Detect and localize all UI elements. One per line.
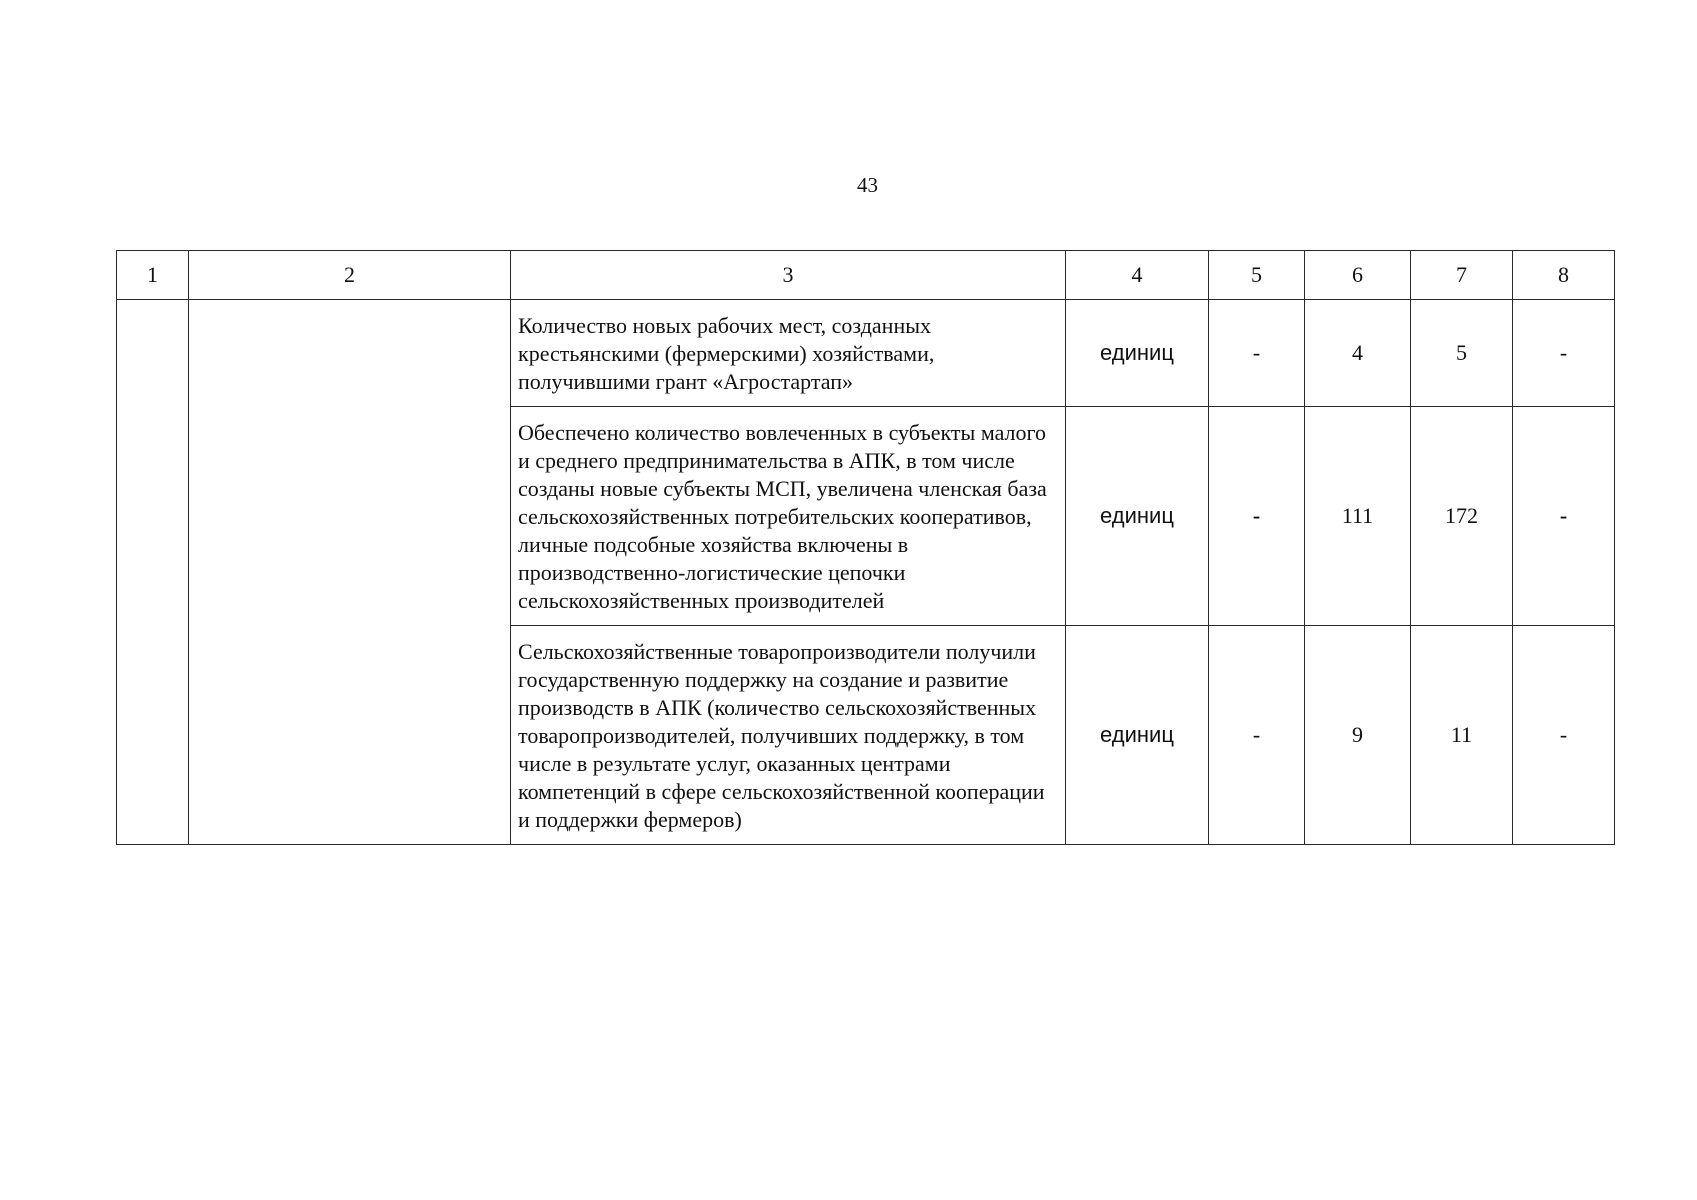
- value-cell-col6: 9: [1305, 626, 1411, 845]
- indicator-description: Сельскохозяйственные товаропроизводители получили государственную поддержку на создание и развитие производств в АПК (количество сельскохозяйственных товаропроизводителей, получивших поддержку, в том числе в результате услуг, оказанных центрами компетенций в сфере сельскохозяйственной кооперации и поддержки фермеров): [511, 626, 1066, 845]
- column-header-2: 2: [189, 251, 511, 300]
- value-cell-col7: 172: [1411, 407, 1513, 626]
- value-cell-col5: -: [1209, 407, 1305, 626]
- table-header-row: [117, 251, 1615, 300]
- column-header-8: 8: [1513, 251, 1615, 300]
- value-cell-col7: 5: [1411, 300, 1513, 407]
- indicator-description: Количество новых рабочих мест, созданных крестьянскими (фермерскими) хозяйствами, получившими грант «Агростартап»: [511, 300, 1066, 407]
- column-header-4: 4: [1066, 251, 1209, 300]
- column-header-6: 6: [1305, 251, 1411, 300]
- indicator-description: Обеспечено количество вовлеченных в субъекты малого и среднего предпринимательства в АПК, в том числе созданы новые субъекты МСП, увеличена членская база сельскохозяйственных потребительских кооперативов, личные подсобные хозяйства включены в производственно-логистические цепочки сельскохозяйственных производителей: [511, 407, 1066, 626]
- value-cell-col8: -: [1513, 626, 1615, 845]
- page-number: 43: [857, 173, 878, 197]
- column-header-7: 7: [1411, 251, 1513, 300]
- column-header-5: 5: [1209, 251, 1305, 300]
- column-header-1: 1: [117, 251, 189, 300]
- unit-cell: единиц: [1066, 300, 1209, 407]
- merged-cell-col2: [189, 300, 511, 845]
- value-cell-col5: -: [1209, 300, 1305, 407]
- unit-cell: единиц: [1066, 407, 1209, 626]
- table-row: [117, 300, 1615, 407]
- value-cell-col5: -: [1209, 626, 1305, 845]
- column-header-3: 3: [511, 251, 1066, 300]
- merged-cell-col1: [117, 300, 189, 845]
- unit-cell: единиц: [1066, 626, 1209, 845]
- value-cell-col6: 111: [1305, 407, 1411, 626]
- value-cell-col8: -: [1513, 407, 1615, 626]
- value-cell-col6: 4: [1305, 300, 1411, 407]
- value-cell-col8: -: [1513, 300, 1615, 407]
- indicators-table: [116, 250, 1615, 845]
- value-cell-col7: 11: [1411, 626, 1513, 845]
